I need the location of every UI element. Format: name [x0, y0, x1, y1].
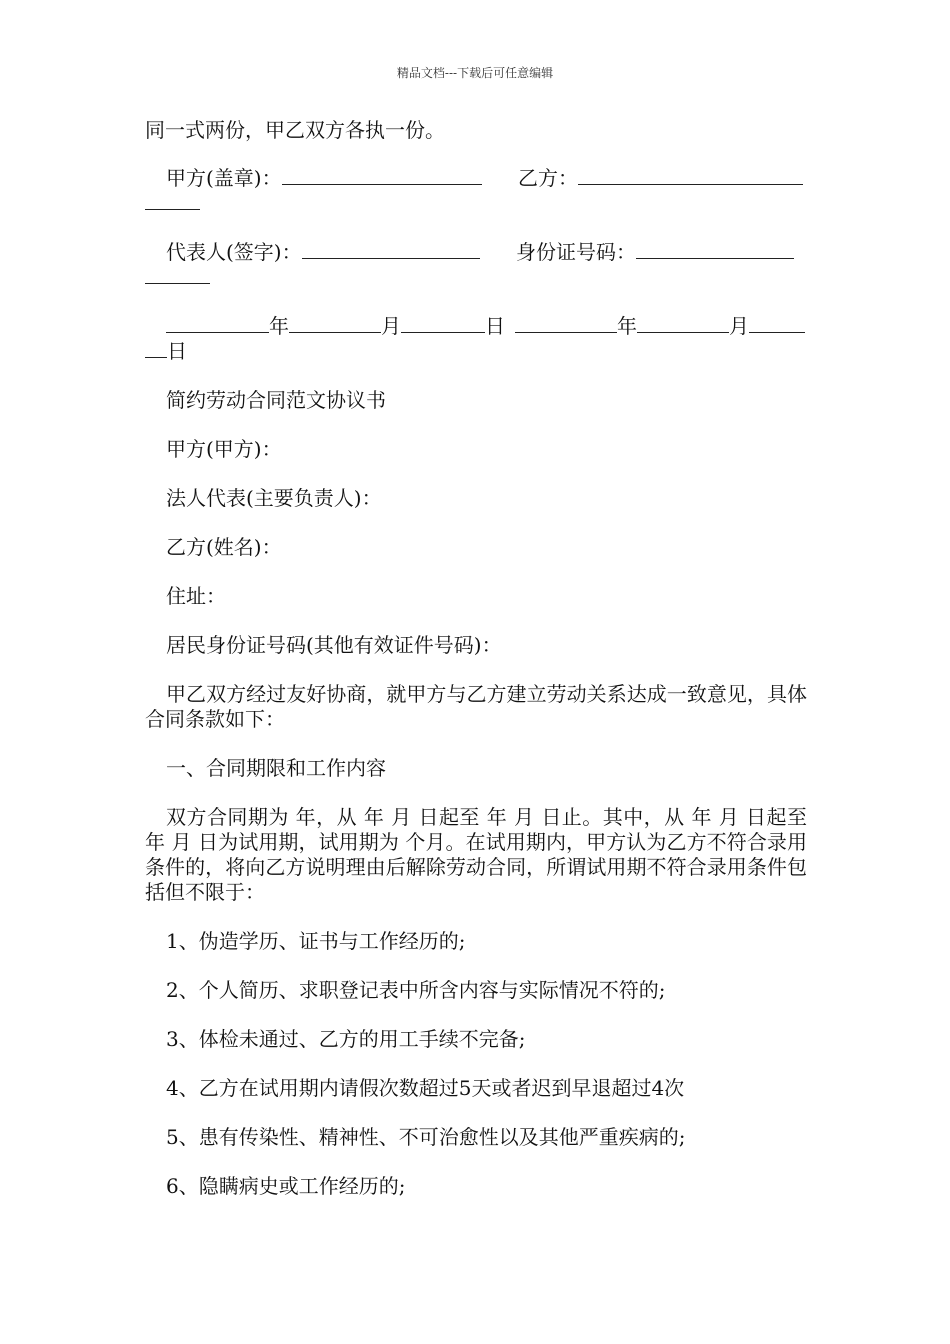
- field-party-a: 甲方(甲方)：: [166, 437, 282, 461]
- document-body: [145, 118, 807, 1223]
- party-a-seal-blank: [282, 166, 482, 185]
- signature-row-seal: [145, 166, 807, 216]
- date-b-day-continued: [145, 339, 187, 364]
- date-a-year-label: 年: [269, 314, 289, 338]
- party-a-seal-field: [166, 166, 482, 191]
- list-item: 2、个人简历、求职登记表中所含内容与实际情况不符的;: [166, 978, 666, 1002]
- list-item: 4、乙方在试用期内请假次数超过5天或者迟到早退超过4次: [166, 1076, 685, 1100]
- date-b-month-label: 月: [729, 314, 749, 338]
- date-a-year-blank: [166, 314, 269, 333]
- party-b-seal-field: [518, 166, 803, 191]
- representative-label: 代表人(签字)：: [166, 240, 302, 264]
- date-b-field: [515, 314, 805, 339]
- date-a-month-label: 月: [381, 314, 401, 338]
- id-number-field: [516, 240, 794, 265]
- id-number-label: 身份证号码：: [516, 240, 636, 264]
- document-title: 简约劳动合同范文协议书: [166, 388, 386, 412]
- list-item: 1、伪造学历、证书与工作经历的;: [166, 929, 466, 953]
- date-b-year-blank: [515, 314, 617, 333]
- list-item: 3、体检未通过、乙方的用工手续不完备;: [166, 1027, 526, 1051]
- party-a-seal-label: 甲方(盖章)：: [166, 166, 282, 190]
- list-item: 6、隐瞒病史或工作经历的;: [166, 1174, 406, 1198]
- field-party-b: 乙方(姓名)：: [166, 535, 282, 559]
- date-a-day-blank: [401, 314, 485, 333]
- party-b-seal-blank: [578, 166, 803, 185]
- field-legal-representative: 法人代表(主要负责人)：: [166, 486, 382, 510]
- date-a-field: [166, 314, 505, 339]
- page-header: 精品文档---下载后可任意编辑: [396, 66, 554, 80]
- date-a-month-blank: [289, 314, 381, 333]
- id-number-blank-continued: [145, 283, 210, 284]
- representative-field: [166, 240, 480, 265]
- intro-line: 同一式两份，甲乙双方各执一份。: [145, 118, 445, 142]
- party-b-seal-label: 乙方：: [518, 166, 578, 190]
- date-a-day-label: 日: [485, 314, 505, 338]
- section-1-title: 一、合同期限和工作内容: [166, 756, 386, 780]
- term-paragraph: 双方合同期为 年，从 年 月 日起至 年 月 日止。其中，从 年 月 日起至 年 月 日为试用期，试用期为 个月。在试用期内，甲方认为乙方不符合录用条件的，将向乙方说明理由后解除劳动合同，所谓试用期不符合录用条件包括但不限于：: [145, 805, 807, 904]
- list-item: 5、患有传染性、精神性、不可治愈性以及其他严重疾病的;: [166, 1125, 686, 1149]
- signature-row-date: [145, 314, 807, 364]
- date-b-day-label: 日: [167, 339, 187, 363]
- field-id-number: 居民身份证号码(其他有效证件号码)：: [166, 633, 502, 657]
- party-b-seal-blank-continued: [145, 209, 200, 210]
- date-b-day-blank-continued: [145, 339, 167, 358]
- date-b-day-blank: [749, 314, 805, 333]
- date-b-year-label: 年: [617, 314, 637, 338]
- agreement-paragraph: 甲乙双方经过友好协商，就甲方与乙方建立劳动关系达成一致意见，具体合同条款如下：: [145, 682, 807, 731]
- field-address: 住址：: [166, 584, 226, 608]
- id-number-blank: [636, 240, 794, 259]
- date-b-month-blank: [637, 314, 729, 333]
- representative-blank: [302, 240, 480, 259]
- signature-row-rep: [145, 240, 807, 290]
